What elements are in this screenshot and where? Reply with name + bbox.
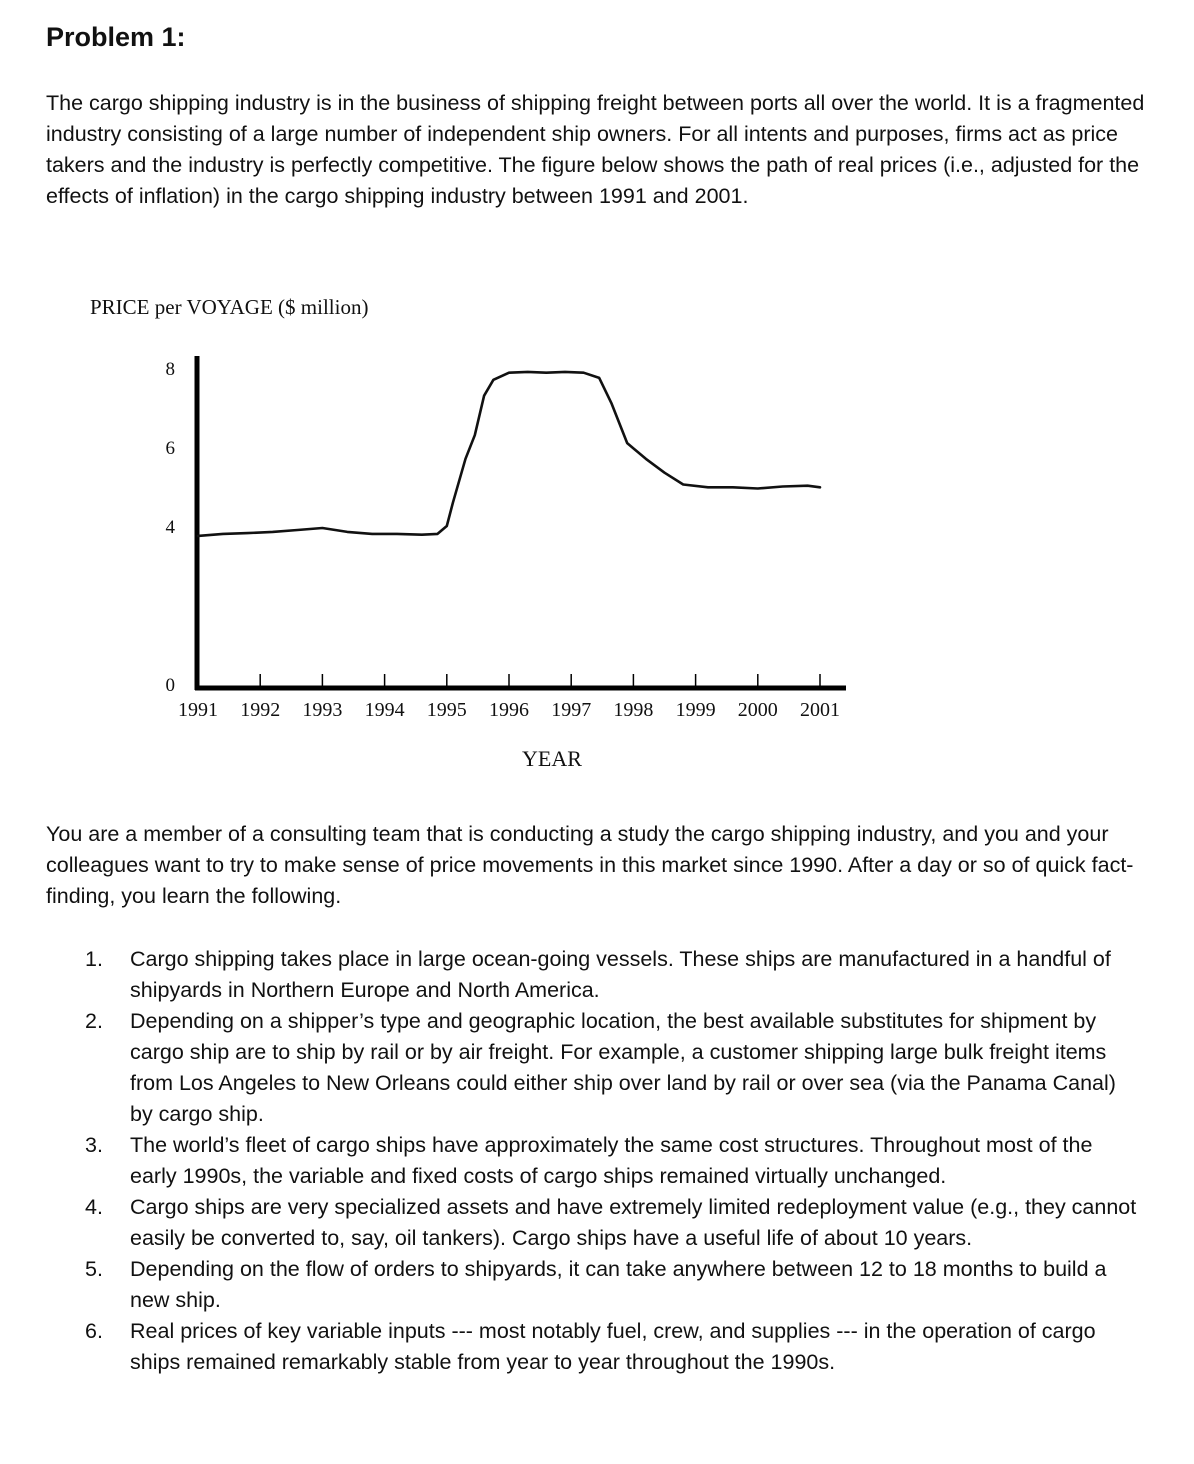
fact-item bbox=[80, 1006, 1140, 1130]
fact-text: Depending on a shipper’s type and geographic location, the best available substitutes for shipment by cargo ship are to ship by rail or by air freight. For example, a customer shipping large bulk freight items from Los Angeles to New Orleans could either ship over land by rail or over sea (via the Panama Canal) by cargo ship. bbox=[130, 1009, 1116, 1126]
y-tick-labels bbox=[166, 359, 176, 696]
x-tick-label: 1991 bbox=[178, 699, 218, 721]
fact-item bbox=[80, 1316, 1140, 1378]
intro-paragraph: The cargo shipping industry is in the business of shipping freight between ports all over the world. It is a fragmented industry consisting of a large number of independent ship owners. For all intents and purposes, firms act as price takers and the industry is perfectly competitive. The figure below shows the path of real prices (i.e., adjusted for the effects of inflation) in the cargo shipping industry between 1991 and 2001. bbox=[46, 91, 1145, 208]
problem-title: Problem 1: bbox=[46, 22, 186, 52]
facts-list bbox=[80, 944, 1140, 1378]
consulting-paragraph: You are a member of a consulting team that is conducting a study the cargo shipping industry, and you and your colleagues want to try to make sense of price movements in this market since 1990. After a day or so of quick fact-finding, you learn the following. bbox=[46, 822, 1134, 908]
y-tick-label: 4 bbox=[165, 517, 175, 538]
fact-text: Depending on the flow of orders to shipyards, it can take anywhere between 12 to 18 months to build a new ship. bbox=[130, 1257, 1107, 1312]
fact-number: 2. bbox=[85, 1009, 103, 1033]
x-tick-label: 2001 bbox=[800, 699, 840, 721]
fact-item bbox=[80, 1130, 1140, 1192]
x-tick-marks bbox=[198, 674, 820, 686]
x-tick-label: 1999 bbox=[675, 699, 716, 721]
y-tick-label: 6 bbox=[165, 438, 175, 459]
price-series-line bbox=[198, 372, 820, 536]
x-axis-title: YEAR bbox=[522, 746, 582, 771]
fact-number: 1. bbox=[85, 947, 103, 971]
fact-number: 3. bbox=[85, 1133, 103, 1157]
x-tick-label: 1998 bbox=[613, 699, 654, 721]
fact-item bbox=[80, 1192, 1140, 1254]
y-tick-label: 8 bbox=[165, 359, 175, 380]
y-axis-label: PRICE per VOYAGE ($ million) bbox=[90, 295, 369, 319]
x-tick-label: 1994 bbox=[364, 699, 405, 721]
price-chart-svg bbox=[0, 280, 1194, 790]
x-tick-label: 1993 bbox=[302, 699, 343, 721]
fact-text: The world’s fleet of cargo ships have approximately the same cost structures. Throughout most of the early 1990s, the variable and fixed costs of cargo ships remained virtually unchanged. bbox=[130, 1133, 1093, 1188]
fact-number: 6. bbox=[85, 1319, 103, 1343]
fact-number: 5. bbox=[85, 1257, 103, 1281]
x-tick-label: 1997 bbox=[551, 699, 592, 721]
x-tick-label: 2000 bbox=[737, 699, 778, 721]
fact-item bbox=[80, 1254, 1140, 1316]
x-tick-label: 1995 bbox=[426, 699, 467, 721]
x-tick-labels bbox=[178, 699, 840, 721]
price-chart bbox=[0, 280, 1194, 790]
x-tick-label: 1992 bbox=[240, 699, 281, 721]
fact-item bbox=[80, 944, 1140, 1006]
fact-text: Cargo shipping takes place in large ocean-going vessels. These ships are manufactured in a handful of shipyards in Northern Europe and North America. bbox=[130, 947, 1111, 1002]
x-tick-label: 1996 bbox=[489, 699, 529, 721]
fact-text: Real prices of key variable inputs --- most notably fuel, crew, and supplies --- in the operation of cargo ships remained remarkably stable from year to year throughout the 1990s. bbox=[130, 1319, 1096, 1374]
fact-number: 4. bbox=[85, 1195, 103, 1219]
y-tick-label: 0 bbox=[165, 675, 175, 696]
fact-text: Cargo ships are very specialized assets and have extremely limited redeployment value (e.g., they cannot easily be converted to, say, oil tankers). Cargo ships have a useful life of about 10 years. bbox=[130, 1195, 1137, 1250]
